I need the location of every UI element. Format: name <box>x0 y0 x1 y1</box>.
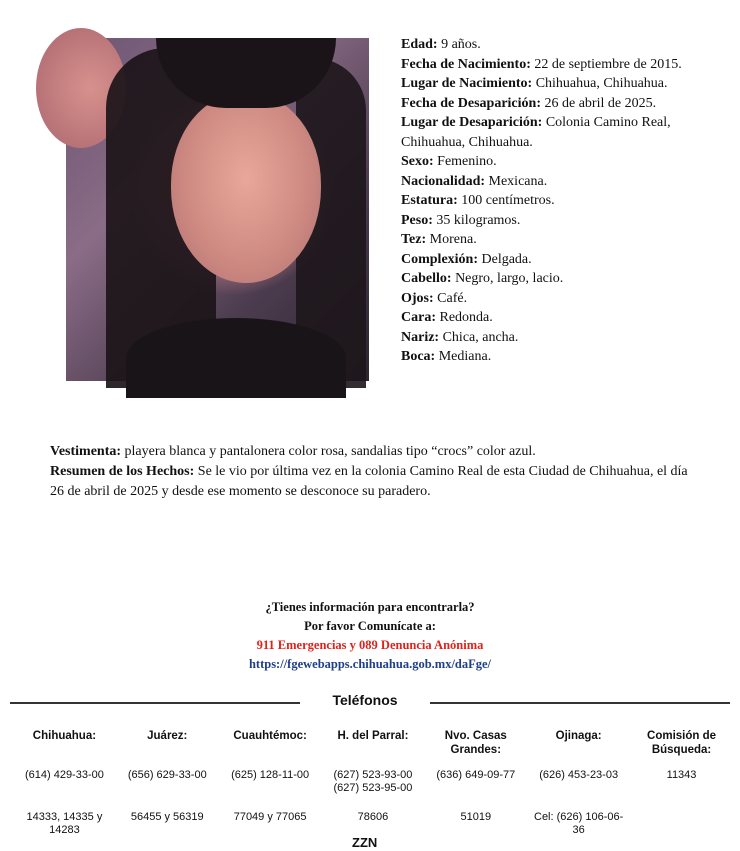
detail-row <box>401 35 711 55</box>
missing-person-photo <box>66 38 369 381</box>
detail-label: Lugar de Desaparición: <box>401 115 543 130</box>
detail-value: Colonia Camino Real, Chihuahua, Chihuahua. <box>401 115 671 150</box>
photo-shirt <box>126 318 346 398</box>
phones-column-header: H. del Parral: <box>337 730 409 742</box>
contact-section <box>0 598 740 674</box>
phones-header <box>10 692 730 712</box>
detail-value: 26 de abril de 2025. <box>540 95 657 111</box>
detail-row <box>401 191 711 211</box>
detail-value: Mediana. <box>435 349 492 364</box>
detail-label: Complexión: <box>401 251 478 267</box>
detail-label: Sexo: <box>401 154 434 169</box>
phones-column-header: Chihuahua: <box>32 730 97 742</box>
phone-cell: (625) 128-11-00 <box>231 769 310 781</box>
detail-value: Negro, largo, lacio. <box>451 271 564 286</box>
phone-cell: (627) 523-93-00 (627) 523-95-00 <box>333 769 413 794</box>
detail-value: 100 centímetros. <box>457 193 555 208</box>
detail-value: 22 de septiembre de 2015. <box>530 56 682 72</box>
detail-value: Redonda. <box>436 310 493 325</box>
detail-row <box>401 113 711 152</box>
phone-cell: (614) 429-33-00 <box>24 769 104 781</box>
contact-call: Por favor Comunícate a: <box>304 619 436 633</box>
detail-label: Cabello: <box>401 271 452 286</box>
detail-row <box>401 347 711 367</box>
detail-row <box>401 172 711 192</box>
detail-value: Delgada. <box>478 251 532 267</box>
detail-value: Morena. <box>426 232 477 247</box>
phone-cell: 56455 y 56319 <box>130 811 204 823</box>
detail-label: Nariz: <box>401 329 440 345</box>
phones-column-header: Comisión de Búsqueda: <box>647 730 717 756</box>
detail-row <box>401 55 711 75</box>
detail-label: Tez: <box>401 232 427 247</box>
detail-value: Chica, ancha. <box>439 329 519 345</box>
detail-row <box>401 230 711 250</box>
detail-row <box>401 308 711 328</box>
detail-value: Café. <box>433 290 468 306</box>
detail-label: Estatura: <box>401 193 458 208</box>
resumen-value: Se le vio por última vez en la colonia Camino Real de esta Ciudad de Chihuahua, el día 26 de abril de 2025 y desde ese momento se desconoce su paradero. <box>50 464 688 499</box>
phone-cell: 51019 <box>460 811 492 823</box>
detail-row <box>401 328 711 348</box>
detail-label: Ojos: <box>401 290 434 306</box>
detail-row <box>401 94 711 114</box>
detail-row <box>401 250 711 270</box>
detail-value: Mexicana. <box>485 173 548 189</box>
phones-title: Teléfonos <box>332 692 398 708</box>
detail-label: Nacionalidad: <box>401 173 486 189</box>
detail-row <box>401 152 711 172</box>
detail-value: 9 años. <box>437 37 481 52</box>
detail-row <box>401 269 711 289</box>
phones-table <box>13 727 733 851</box>
detail-label: Edad: <box>401 37 438 52</box>
contact-question: ¿Tienes información para encontrarla? <box>265 600 475 614</box>
detail-value: 35 kilogramos. <box>432 212 521 228</box>
detail-label: Cara: <box>401 310 436 325</box>
detail-value: Chihuahua, Chihuahua. <box>532 76 668 91</box>
detail-label: Fecha de Desaparición: <box>401 95 541 111</box>
case-summary <box>50 442 690 502</box>
vestimenta-value: playera blanca y pantalonera color rosa, sandalias tipo “crocs” color azul. <box>121 444 536 459</box>
phone-cell: (626) 453-23-03 <box>539 769 619 781</box>
divider-left <box>10 702 300 704</box>
contact-url[interactable]: https://fgewebapps.chihuahua.gob.mx/daFge/ <box>248 657 492 671</box>
phones-column-header: Nvo. Casas Grandes: <box>444 730 507 756</box>
phone-cell: (656) 629-33-00 <box>127 769 207 781</box>
phones-column-header: Ojinaga: <box>555 730 602 742</box>
detail-value: Femenino. <box>433 154 497 169</box>
detail-label: Boca: <box>401 349 436 364</box>
resumen-line <box>50 462 690 502</box>
vestimenta-label: Vestimenta: <box>50 444 122 459</box>
phones-column-header: Juárez: <box>147 730 188 742</box>
phone-cell: Cel: (626) 106-06-36 <box>534 811 624 836</box>
cut-off-heading: ZZN <box>352 835 378 850</box>
emergency-numbers: 911 Emergencias y 089 Denuncia Anónima <box>256 638 484 652</box>
divider-right <box>430 702 730 704</box>
detail-label: Lugar de Nacimiento: <box>401 76 533 91</box>
detail-row <box>401 211 711 231</box>
phone-cell: 11343 <box>666 769 697 781</box>
personal-details <box>401 35 711 367</box>
table-row <box>13 767 733 809</box>
phones-column-header: Cuauhtémoc: <box>233 730 307 742</box>
detail-row <box>401 74 711 94</box>
phones-table-header <box>13 727 733 767</box>
phone-cell: (636) 649-09-77 <box>436 769 516 781</box>
phone-cell: 77049 y 77065 <box>233 811 307 823</box>
detail-row <box>401 289 711 309</box>
detail-label: Fecha de Nacimiento: <box>401 56 531 72</box>
detail-label: Peso: <box>401 212 433 228</box>
phone-cell: 14333, 14335 y 14283 <box>26 811 103 836</box>
vestimenta-line <box>50 442 690 462</box>
resumen-label: Resumen de los Hechos: <box>50 464 195 479</box>
phone-cell <box>630 809 733 851</box>
photo-face <box>171 93 321 283</box>
phone-cell: 78606 <box>357 811 389 823</box>
